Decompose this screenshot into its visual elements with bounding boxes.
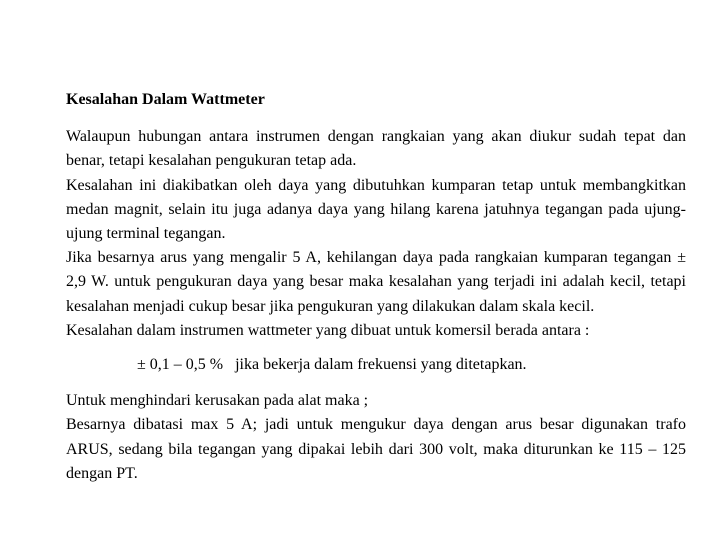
document-body	[66, 88, 686, 486]
document-title: Kesalahan Dalam Wattmeter	[66, 91, 265, 108]
paragraph-commercial-error: Kesalahan dalam instrumen wattmeter yang dibuat untuk komersil berada antara :	[66, 321, 590, 339]
paragraph-prevention: Untuk menghindari kerusakan pada alat maka ;	[66, 392, 369, 410]
paragraph-cause: Kesalahan ini diakibatkan oleh daya yang dibutuhkan kumparan tetap untuk membangkitkan medan magnit, selain itu juga adanya daya yang hilang karena jatuhnya tegangan pada ujung-ujung terminal tegangan.	[66, 176, 686, 243]
error-range-line: ± 0,1 – 0,5 % jika bekerja dalam frekuensi yang ditetapkan.	[137, 356, 527, 374]
paragraph-current-loss: Jika besarnya arus yang mengalir 5 A, kehilangan daya pada rangkaian kumparan tegangan ± 2,9 W. untuk pengukuran daya yang besar maka kesalahan yang terjadi ini adalah kecil, tetapi kesalahan menjadi cukup besar jika pengukuran yang dilakukan dalam skala kecil.	[66, 249, 686, 315]
paragraph-intro: Walaupun hubungan antara instrumen dengan rangkaian yang akan diukur sudah tepat dan benar, tetapi kesalahan pengukuran tetap ada.	[66, 128, 686, 170]
paragraph-limit: Besarnya dibatasi max 5 A; jadi untuk mengukur daya dengan arus besar digunakan trafo ARUS, sedang bila tegangan yang dipakai lebih dari 300 volt, maka diturunkan ke 115 – 125 dengan PT.	[66, 416, 686, 482]
